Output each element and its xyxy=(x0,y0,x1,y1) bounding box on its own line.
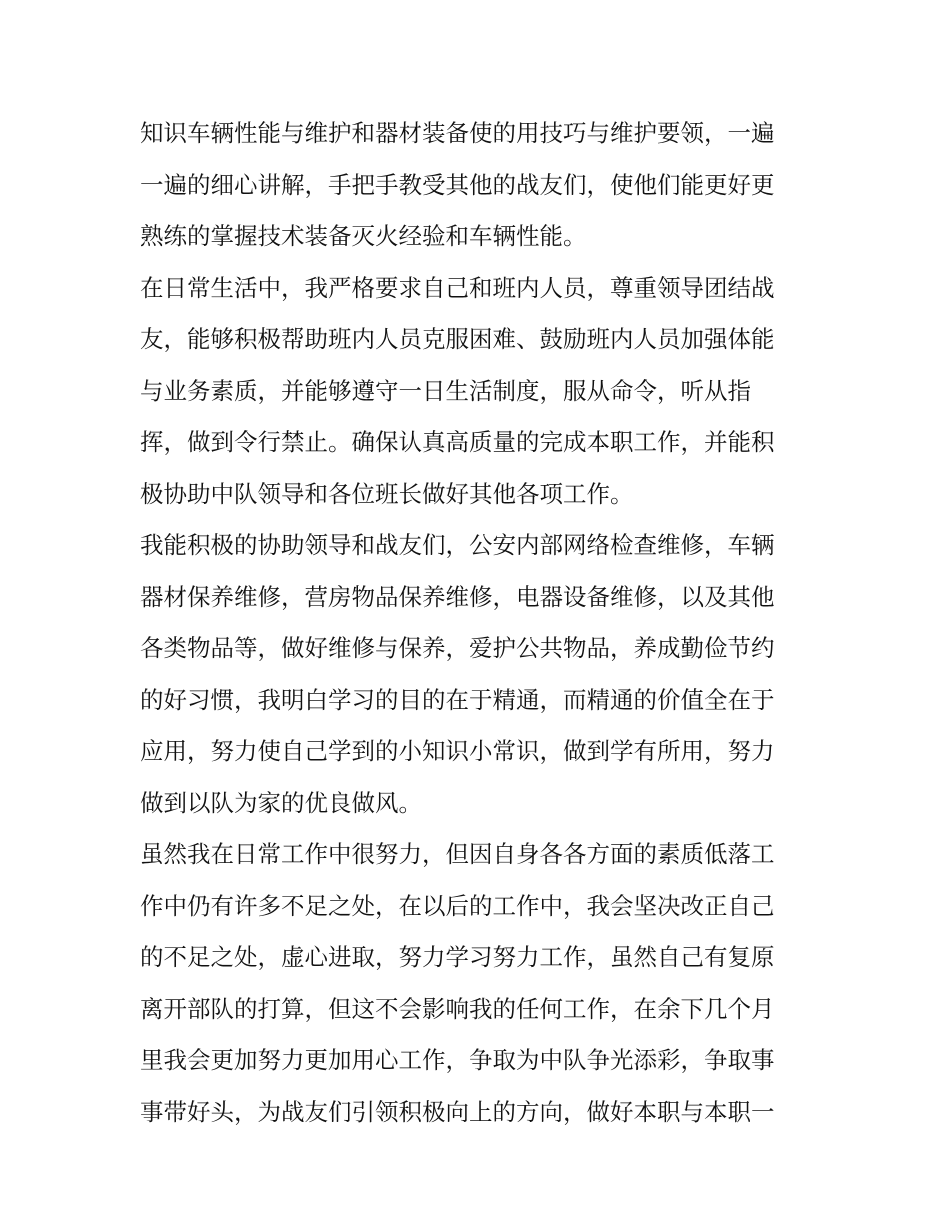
text-line: 知识车辆性能与维护和器材装备使的用技巧与维护要领，一遍 xyxy=(140,119,775,147)
paragraph-1 xyxy=(140,108,812,263)
text-line: 虽然我在日常工作中很努力，但因自身各各方面的素质低落工 xyxy=(140,840,775,868)
text-line: 的好习惯，我明白学习的目的在于精通，而精通的价值全在于 xyxy=(140,685,775,714)
text-line: 与业务素质，并能够遵守一日生活制度，服从命令，听从指 xyxy=(140,376,751,405)
paragraph-4 xyxy=(140,829,812,1138)
text-line: 里我会更加努力更加用心工作，争取为中队争光添彩，争取事 xyxy=(140,1046,775,1074)
text-line: 我能积极的协助领导和战友们，公安内部网络检查维修，车辆 xyxy=(140,531,775,559)
text-line: 应用，努力使自己学到的小知识小常识，做到学有所用，努力 xyxy=(140,737,775,765)
paragraph-2 xyxy=(140,263,812,521)
text-line: 事带好头，为战友们引领积极向上的方向，做好本职与本职一 xyxy=(140,1097,775,1126)
text-line: 友，能够积极帮助班内人员克服困难、鼓励班内人员加强体能 xyxy=(140,325,775,353)
text-line: 的不足之处，虚心进取，努力学习努力工作，虽然自己有复原 xyxy=(140,943,775,971)
text-line: 各类物品等，做好维修与保养，爱护公共物品，养成勤俭节约 xyxy=(140,634,775,662)
paragraph-3 xyxy=(140,520,812,829)
text-line: 器材保养维修，营房物品保养维修，电器设备维修，以及其他 xyxy=(140,582,775,611)
text-line: 做到以队为家的优良做风。 xyxy=(140,788,422,817)
text-line: 一遍的细心讲解，手把手教受其他的战友们，使他们能更好更 xyxy=(140,170,775,199)
text-line: 极协助中队领导和各位班长做好其他各项工作。 xyxy=(140,479,634,508)
text-line: 熟练的掌握技术装备灭火经验和车辆性能。 xyxy=(140,222,587,250)
text-line: 在日常生活中，我严格要求自己和班内人员，尊重领导团结战 xyxy=(140,273,775,302)
text-line: 离开部队的打算，但这不会影响我的任何工作，在余下几个月 xyxy=(140,994,775,1023)
text-line: 挥，做到令行禁止。确保认真高质量的完成本职工作，并能积 xyxy=(140,428,775,456)
text-line: 作中仍有许多不足之处，在以后的工作中，我会坚决改正自己 xyxy=(140,891,775,920)
document-body xyxy=(140,108,812,1138)
